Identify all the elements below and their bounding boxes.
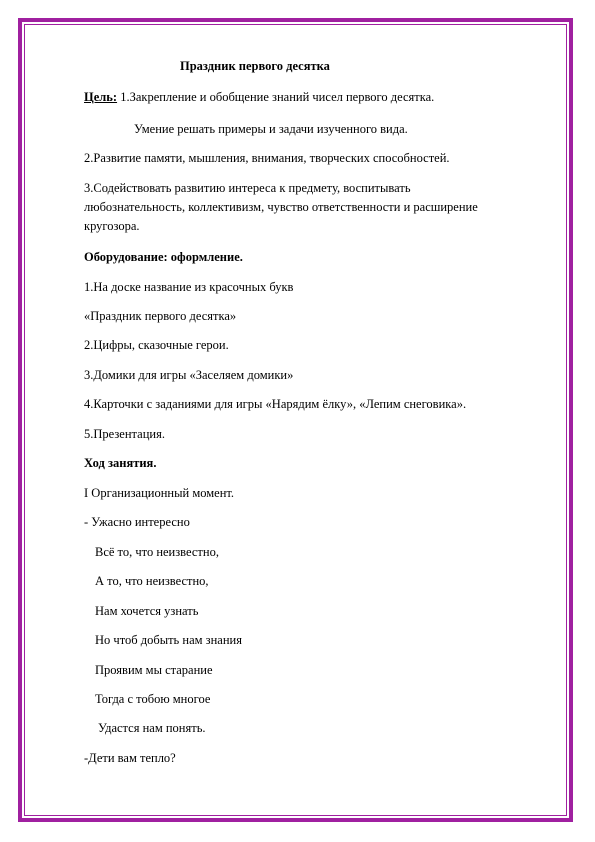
goal-3a-text: 3.Содействовать развитию интереса к предмету, воспитывать — [84, 181, 411, 195]
document-title: Праздник первого десятка — [180, 59, 330, 73]
equipment-item-5: 5.Презентация. — [84, 427, 165, 441]
poem-line: Проявим мы старание — [95, 663, 213, 677]
goal-3b-text: любознательность, коллективизм, чувство ответственности и расширение — [84, 200, 478, 214]
equipment-item-4: 4.Карточки с заданиями для игры «Нарядим ёлку», «Лепим снеговика». — [84, 397, 467, 411]
poem-line: Всё то, что неизвестно, — [95, 545, 219, 559]
goal-line-1 — [84, 89, 434, 105]
section-1-heading: I Организационный момент. — [84, 486, 235, 500]
goal-2-text: 2.Развитие памяти, мышления, внимания, творческих способностей. — [84, 151, 450, 165]
equipment-heading: Оборудование: оформление. — [84, 250, 243, 264]
equipment-item-3: 3.Домики для игры «Заселяем домики» — [84, 368, 294, 382]
goal-1b-text: Умение решать примеры и задачи изученного вида. — [134, 122, 408, 136]
poem-line: Но чтоб добыть нам знания — [95, 633, 242, 647]
poem-line: Нам хочется узнать — [95, 604, 199, 618]
goal-3c-text: кругозора. — [84, 219, 140, 233]
poem-line: Удастся нам понять. — [98, 721, 206, 735]
equipment-item-2: 2.Цифры, сказочные герои. — [84, 338, 229, 352]
equipment-item-1b: «Праздник первого десятка» — [84, 309, 237, 323]
poem-line: Тогда с тобою многое — [95, 692, 211, 706]
lesson-heading: Ход занятия. — [84, 456, 157, 470]
poem-line: А то, что неизвестно, — [95, 574, 209, 588]
poem-line: - Ужасно интересно — [84, 515, 190, 529]
goal-label: Цель: — [84, 90, 118, 104]
question-line: -Дети вам тепло? — [84, 751, 176, 765]
goal-1-text: 1.Закрепление и обобщение знаний чисел первого десятка. — [120, 90, 435, 104]
equipment-item-1: 1.На доске название из красочных букв — [84, 280, 294, 294]
